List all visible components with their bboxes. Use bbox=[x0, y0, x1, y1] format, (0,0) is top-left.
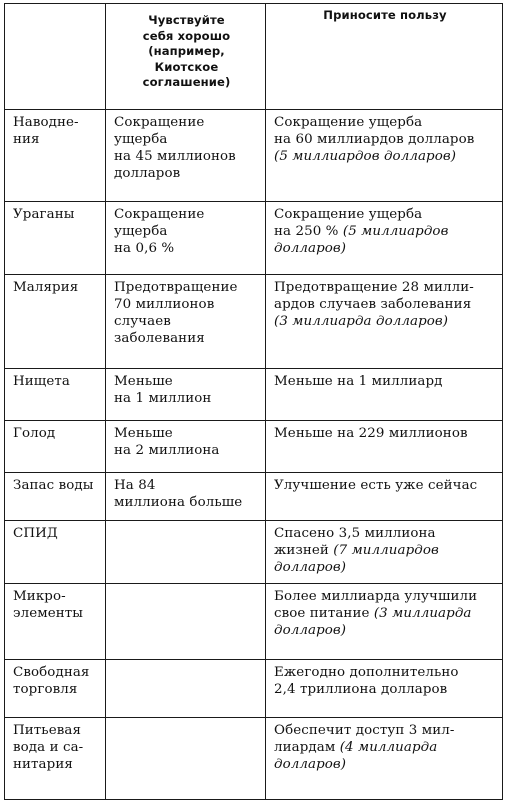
feel-good-cell: Сокращение ущерба на 45 миллионов долларов bbox=[106, 110, 266, 202]
feel-good-cell: Предотвращение 70 миллионов случаев заболевания bbox=[106, 275, 266, 369]
cost-note: (5 миллиардов долларов) bbox=[274, 224, 449, 256]
cost-note: (3 миллиарда долларов) bbox=[274, 606, 472, 638]
topic-cell: Малярия bbox=[5, 275, 106, 369]
topic-cell: Нищета bbox=[5, 369, 106, 421]
benefit-cell: Меньше на 1 миллиард bbox=[266, 369, 503, 421]
cost-note: (3 миллиарда долларов) bbox=[274, 314, 449, 329]
feel-good-cell: Сокращение ущерба на 0,6 % bbox=[106, 202, 266, 275]
table-row bbox=[5, 521, 503, 584]
feel-good-cell: Меньше на 2 миллиона bbox=[106, 421, 266, 473]
header-row bbox=[5, 4, 503, 110]
feel-good-cell bbox=[106, 718, 266, 800]
table-row bbox=[5, 202, 503, 275]
feel-good-cell: На 84 миллиона больше bbox=[106, 473, 266, 521]
topic-cell: Микро- элементы bbox=[5, 584, 106, 660]
topic-cell: Питьевая вода и са- нитария bbox=[5, 718, 106, 800]
benefit-cell: Более миллиарда улучшили свое питание (3 миллиарда долларов) bbox=[266, 584, 503, 660]
feel-good-cell bbox=[106, 584, 266, 660]
benefit-cell: Ежегодно дополнительно 2,4 триллиона долларов bbox=[266, 660, 503, 718]
benefit-cell: Спасено 3,5 миллиона жизней (7 миллиардов долларов) bbox=[266, 521, 503, 584]
cost-note: (4 миллиарда долларов) bbox=[274, 740, 438, 772]
table-row bbox=[5, 421, 503, 473]
header-cell-benefit: Приносите пользу bbox=[266, 4, 503, 110]
topic-cell: Свободная торговля bbox=[5, 660, 106, 718]
benefit-cell: Предотвращение 28 милли- ардов случаев заболевания (3 миллиарда долларов) bbox=[266, 275, 503, 369]
table-row bbox=[5, 718, 503, 800]
feel-good-cell: Меньше на 1 миллион bbox=[106, 369, 266, 421]
table-row bbox=[5, 369, 503, 421]
table-row bbox=[5, 660, 503, 718]
topic-cell: Голод bbox=[5, 421, 106, 473]
benefit-cell: Сокращение ущерба на 250 % (5 миллиардов долларов) bbox=[266, 202, 503, 275]
feel-good-cell bbox=[106, 521, 266, 584]
benefit-cell: Улучшение есть уже сейчас bbox=[266, 473, 503, 521]
cost-note: (7 миллиардов долларов) bbox=[274, 543, 439, 575]
benefit-cell: Обеспечит доступ 3 мил- лиардам (4 миллиарда долларов) bbox=[266, 718, 503, 800]
header-cell-topic bbox=[5, 4, 106, 110]
table-row bbox=[5, 584, 503, 660]
table-row bbox=[5, 275, 503, 369]
scanned-page bbox=[4, 3, 502, 799]
comparison-table bbox=[4, 3, 503, 800]
header-cell-feel-good: Чувствуйте себя хорошо (например, Киотское соглашение) bbox=[106, 4, 266, 110]
cost-note: (5 миллиардов долларов) bbox=[274, 149, 457, 164]
feel-good-cell bbox=[106, 660, 266, 718]
topic-cell: Наводне- ния bbox=[5, 110, 106, 202]
benefit-cell: Сокращение ущерба на 60 миллиардов долларов (5 миллиардов долларов) bbox=[266, 110, 503, 202]
topic-cell: Ураганы bbox=[5, 202, 106, 275]
table-row bbox=[5, 473, 503, 521]
table-row bbox=[5, 110, 503, 202]
benefit-cell: Меньше на 229 миллионов bbox=[266, 421, 503, 473]
topic-cell: СПИД bbox=[5, 521, 106, 584]
topic-cell: Запас воды bbox=[5, 473, 106, 521]
